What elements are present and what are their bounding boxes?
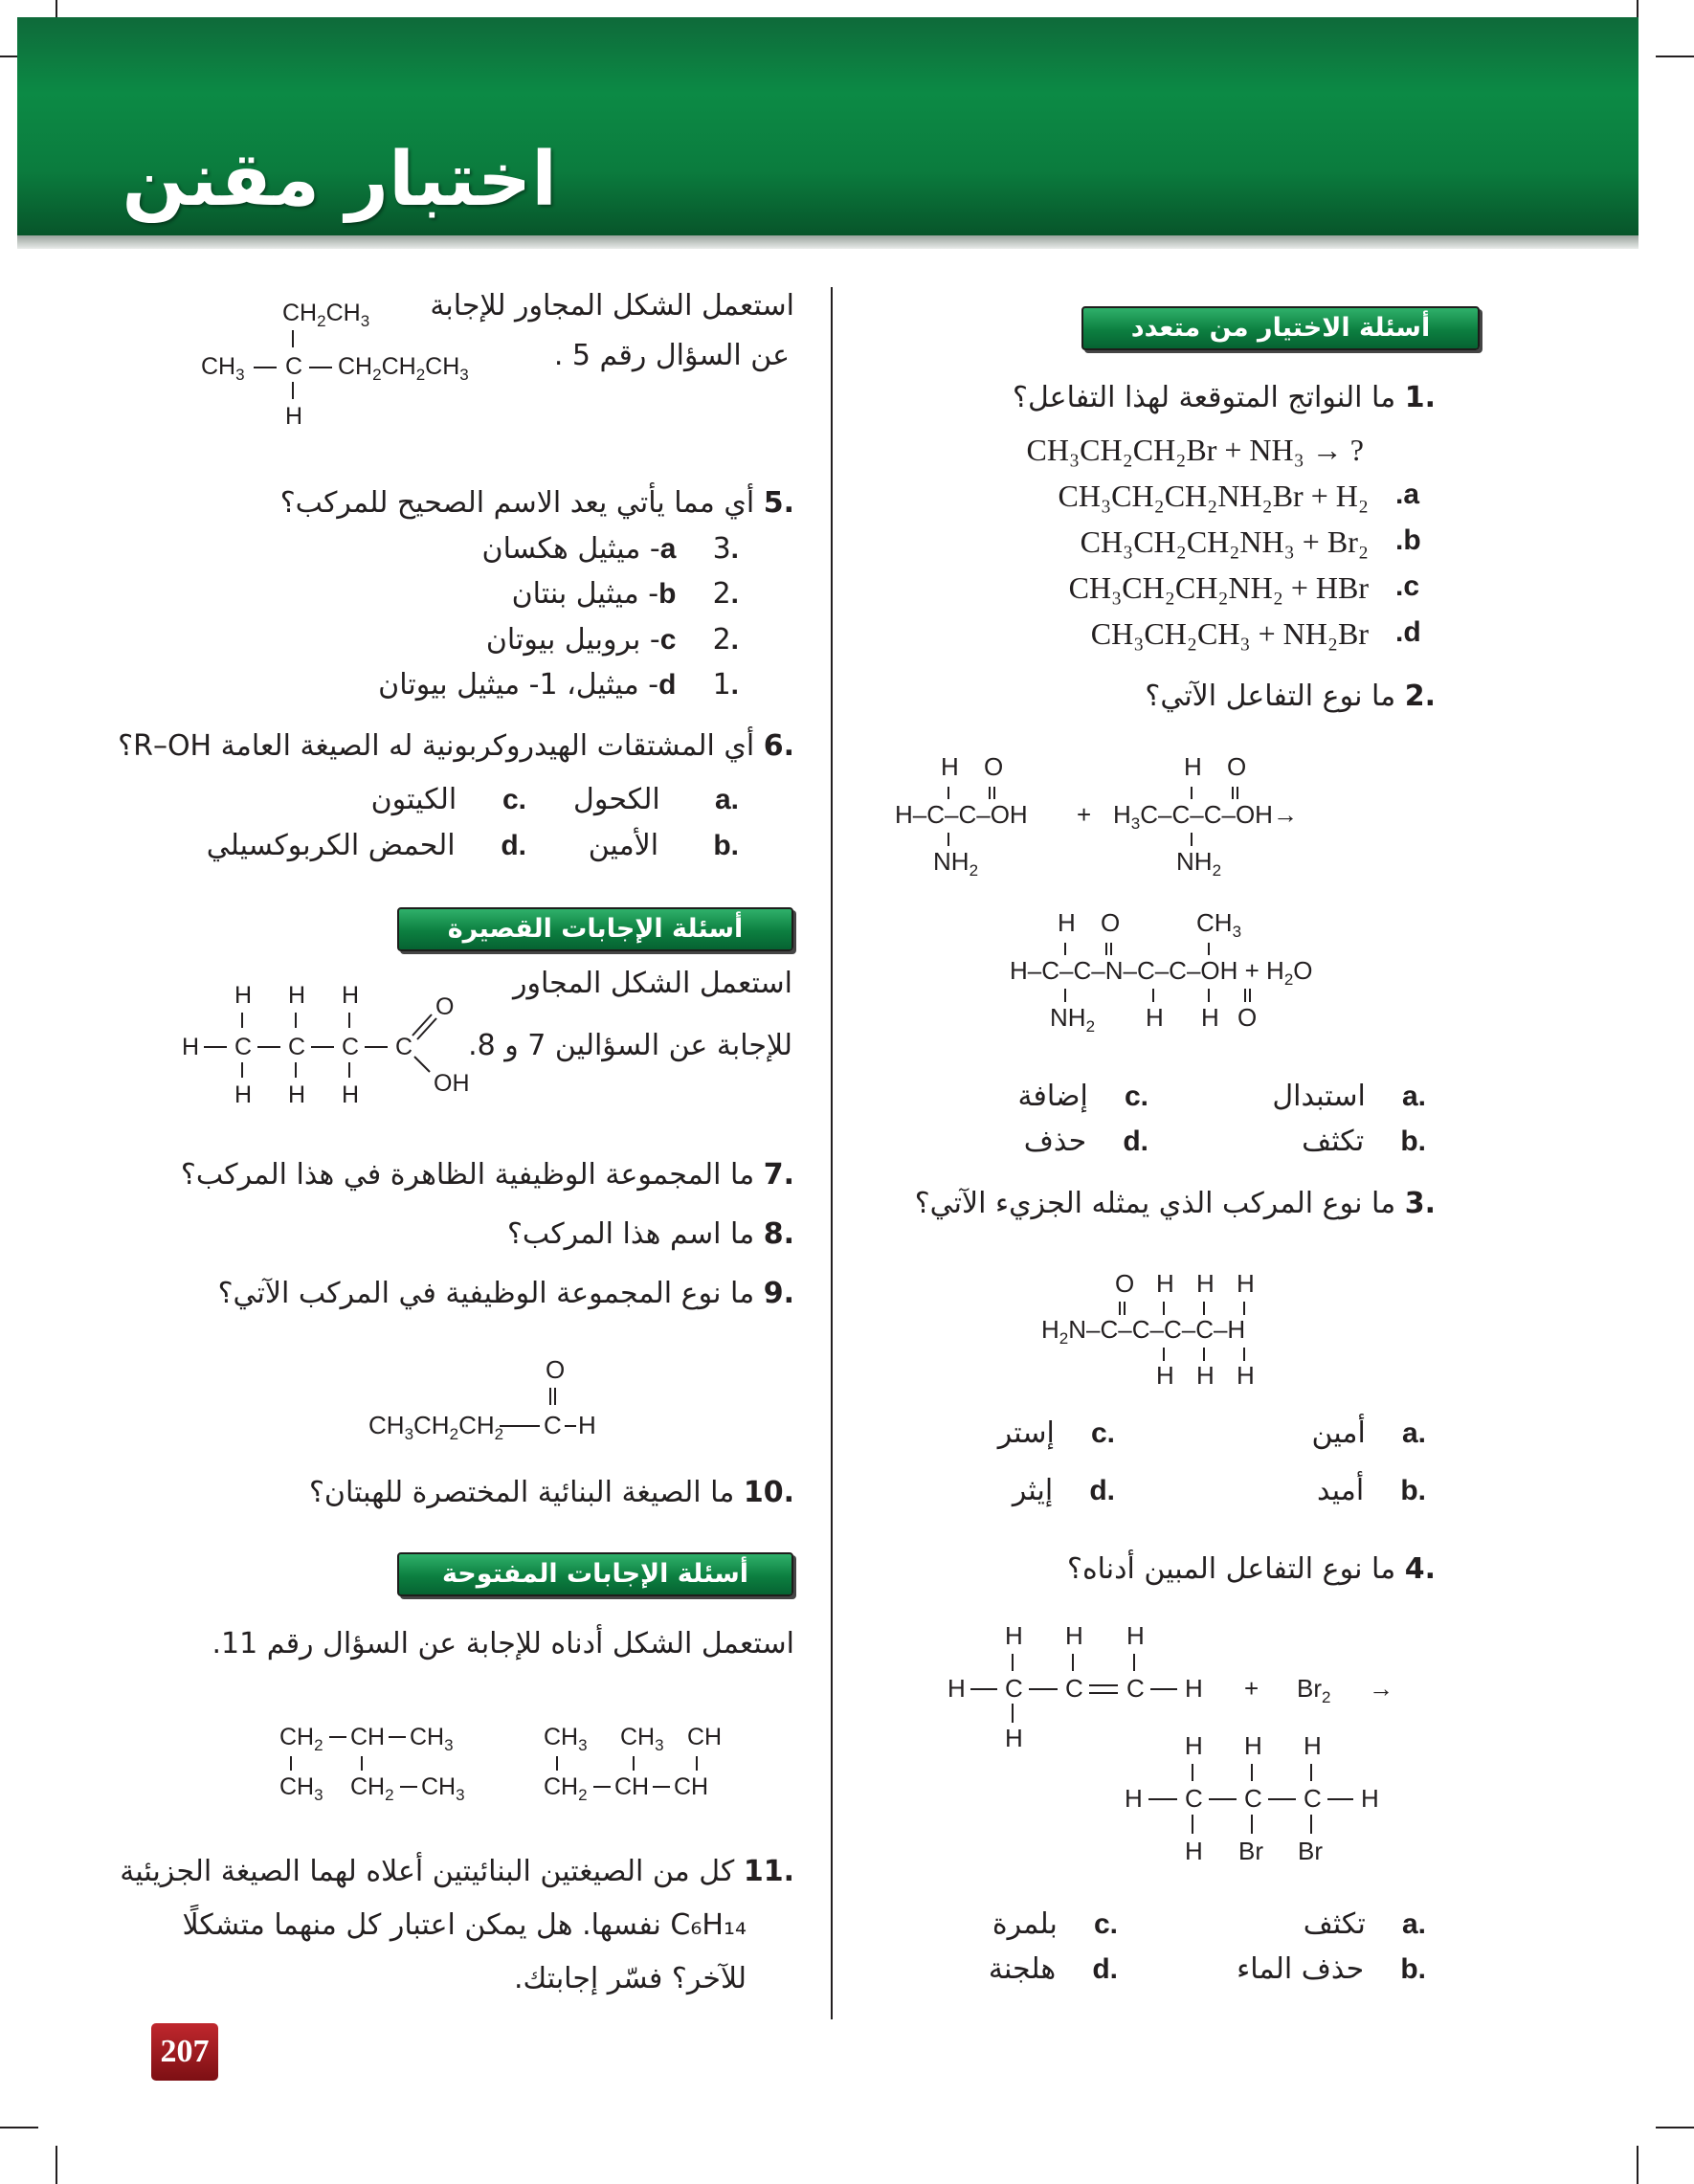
q4-option-c bbox=[992, 1907, 1118, 1941]
question-number: .9 bbox=[763, 1277, 794, 1310]
question-number: .8 bbox=[763, 1217, 794, 1251]
svg-text:C: C bbox=[544, 1411, 562, 1439]
svg-text:H: H bbox=[1125, 1784, 1143, 1813]
question-text: ما المجموعة الوظيفية الظاهرة في هذا المركب؟ bbox=[180, 1158, 755, 1192]
svg-text:C: C bbox=[285, 353, 303, 380]
question-text: ما النواتج المتوقعة لهذا التفاعل؟ bbox=[1013, 381, 1396, 414]
option-letter: .d bbox=[1089, 1475, 1115, 1506]
option-letter: .b bbox=[713, 830, 739, 861]
q3-option-b bbox=[1317, 1474, 1426, 1507]
q5-intro-line2: عن السؤال رقم 5 . bbox=[553, 339, 790, 372]
option-text: إيثر bbox=[1012, 1474, 1054, 1507]
section-header-mcq: أسئلة الاختيار من متعدد bbox=[1081, 306, 1480, 350]
svg-text:H: H bbox=[1126, 1621, 1145, 1650]
question-number: .7 bbox=[763, 1158, 794, 1192]
q1-option-a-text: CH₃CH₂CH₂NH₂Br + H₂ bbox=[1058, 479, 1369, 513]
q4-option-d bbox=[989, 1952, 1118, 1986]
svg-text:+: + bbox=[1077, 800, 1092, 829]
option-text: 1- ميثيل، 1- ميثيل بيوتان bbox=[378, 668, 731, 702]
option-text: بلمرة bbox=[992, 1907, 1058, 1941]
question-4 bbox=[1067, 1552, 1436, 1586]
svg-text:H: H bbox=[1005, 1724, 1023, 1752]
q9-aldehyde-diagram bbox=[364, 1351, 651, 1447]
svg-text:H: H bbox=[1196, 1361, 1215, 1388]
svg-text:H: H bbox=[285, 403, 303, 430]
q6-option-c bbox=[371, 783, 526, 816]
svg-text:C: C bbox=[395, 1034, 413, 1060]
svg-text:C: C bbox=[234, 1034, 253, 1060]
section-header-open: أسئلة الإجابات المفتوحة bbox=[397, 1552, 793, 1596]
q11-intro: استعمل الشكل أدناه للإجابة عن السؤال رقم 11. bbox=[212, 1627, 794, 1660]
option-text: 3- ميثيل هكسان bbox=[481, 532, 731, 566]
column-divider bbox=[831, 287, 833, 2019]
q3-option-a bbox=[1312, 1416, 1426, 1450]
crop-mark bbox=[1637, 2146, 1638, 2184]
q3-option-c bbox=[998, 1416, 1115, 1450]
q1-option-b-letter: .b bbox=[1395, 524, 1421, 556]
q1-option-c-text: CH₃CH₂CH₂NH₂ + HBr bbox=[1068, 570, 1369, 605]
svg-text:CH2: $CH_2$ bbox=[544, 1773, 588, 1804]
svg-text:CH2: $CH_2$ bbox=[279, 1724, 323, 1754]
question-text: كل من الصيغتين البنائيتين أعلاه لهما الصيغة الجزيئية bbox=[120, 1855, 735, 1888]
question-number: .4 bbox=[1404, 1552, 1436, 1586]
option-letter: .a bbox=[714, 784, 739, 815]
question-8 bbox=[507, 1217, 794, 1251]
option-text: 2- بروبيل بيوتان bbox=[485, 623, 731, 657]
option-text: 2- ميثيل بنتان bbox=[511, 577, 731, 611]
svg-text:CH: CH bbox=[614, 1773, 650, 1800]
svg-text:NH2: $NH_2$ bbox=[1050, 1003, 1096, 1036]
svg-text:CH3: $CH_3$ bbox=[279, 1773, 323, 1804]
question-2 bbox=[1145, 680, 1436, 713]
svg-text:CH2CH2CH3: $CH_2CH_2CH_3$ bbox=[338, 353, 469, 384]
option-text: حذف bbox=[1023, 1125, 1087, 1158]
q5-option-a bbox=[482, 532, 739, 566]
svg-text:H: H bbox=[1146, 1003, 1164, 1032]
question-3 bbox=[915, 1187, 1436, 1220]
svg-text:Br: Br bbox=[1238, 1837, 1263, 1865]
question-text: أي مما يأتي يعد الاسم الصحيح للمركب؟ bbox=[279, 486, 755, 520]
option-text: إضافة bbox=[1017, 1080, 1088, 1113]
svg-text:H: H bbox=[342, 1081, 360, 1108]
page-title: اختبار مقنن bbox=[122, 137, 557, 223]
question-text: ما نوع المركب الذي يمثله الجزيء الآتي؟ bbox=[914, 1187, 1396, 1220]
option-letter: .a bbox=[1401, 1908, 1426, 1940]
svg-text:CH3: $CH_3$ bbox=[201, 353, 245, 384]
option-letter: .b bbox=[1400, 1475, 1426, 1506]
svg-text:H: H bbox=[1244, 1731, 1262, 1760]
question-number: .5 bbox=[763, 486, 794, 520]
question-9 bbox=[218, 1277, 794, 1310]
option-letter: .c bbox=[502, 784, 526, 815]
q2-option-d bbox=[1024, 1125, 1148, 1158]
q1-reaction: CH₃CH₂CH₂Br + NH₃ → ? bbox=[1026, 433, 1364, 467]
option-text: الحمض الكربوكسيلي bbox=[206, 829, 456, 862]
q1-option-c-letter: .c bbox=[1395, 570, 1420, 602]
option-text: استبدال bbox=[1272, 1080, 1366, 1113]
option-text: حذف الماء bbox=[1237, 1952, 1365, 1986]
svg-text:H3C–C–C–OH→: $H_3C-C-C-OH\to$ bbox=[1113, 800, 1298, 833]
option-letter: .c bbox=[1124, 1081, 1148, 1112]
svg-text:C: C bbox=[1005, 1674, 1023, 1703]
option-letter: .d bbox=[658, 669, 739, 701]
option-letter: .a bbox=[1401, 1417, 1426, 1449]
question-number: .2 bbox=[1404, 680, 1436, 713]
q4-option-a bbox=[1304, 1907, 1426, 1941]
svg-text:H: H bbox=[234, 982, 253, 1009]
svg-text:H: H bbox=[342, 982, 360, 1009]
q78-structure-diagram bbox=[177, 976, 493, 1115]
svg-text:H: H bbox=[1185, 1731, 1203, 1760]
q2-option-b bbox=[1302, 1125, 1426, 1158]
q1-option-d-letter: .d bbox=[1395, 616, 1421, 648]
crop-mark bbox=[1656, 56, 1694, 57]
svg-text:H: H bbox=[1196, 1269, 1215, 1298]
svg-text:C: C bbox=[1244, 1784, 1262, 1813]
svg-text:H: H bbox=[1156, 1361, 1174, 1388]
option-letter: .d bbox=[1123, 1125, 1148, 1157]
question-number: .6 bbox=[763, 729, 794, 763]
svg-text:H–C–C–N–C–C–OH + H2O: $H-C-C-N-C-C-OH + H_2O$ bbox=[1010, 956, 1313, 989]
svg-text:CH3: $CH_3$ bbox=[421, 1773, 465, 1804]
svg-text:CH2CH3: $CH_2CH_3$ bbox=[282, 300, 370, 330]
svg-text:C: C bbox=[1126, 1674, 1145, 1703]
q2-option-c bbox=[1017, 1080, 1148, 1113]
question-text: ما نوع التفاعل الآتي؟ bbox=[1145, 680, 1396, 713]
crop-mark bbox=[0, 2127, 38, 2128]
q11-line3: للآخر؟ فسّر إجابتك. bbox=[513, 1962, 747, 1995]
svg-text:C: C bbox=[1304, 1784, 1322, 1813]
option-text: الأمين bbox=[588, 829, 659, 862]
option-letter: .b bbox=[658, 578, 739, 610]
svg-text:H: H bbox=[288, 982, 306, 1009]
svg-text:CH: CH bbox=[674, 1773, 709, 1800]
q1-option-d-text: CH₃CH₂CH₃ + NH₂Br bbox=[1090, 616, 1369, 651]
svg-text:C: C bbox=[342, 1034, 360, 1060]
q78-intro-line1: استعمل الشكل المجاور bbox=[513, 967, 792, 1000]
crop-mark bbox=[1656, 2127, 1694, 2128]
question-text: ما الصيغة البنائية المختصرة للهبتان؟ bbox=[309, 1476, 735, 1509]
option-text: تكثف bbox=[1302, 1125, 1365, 1158]
question-11 bbox=[120, 1855, 794, 1888]
q6-option-d bbox=[207, 829, 526, 862]
svg-text:H: H bbox=[1058, 908, 1076, 937]
svg-text:O: O bbox=[435, 993, 455, 1020]
svg-text:H: H bbox=[234, 1081, 253, 1108]
q6-option-b bbox=[589, 829, 739, 862]
svg-text:H: H bbox=[1201, 1003, 1219, 1032]
svg-text:O: O bbox=[546, 1355, 566, 1384]
page-number: 207 bbox=[151, 2023, 218, 2081]
option-text: إستر bbox=[997, 1416, 1055, 1450]
q5-option-c bbox=[486, 623, 739, 657]
question-number: .1 bbox=[1404, 381, 1436, 414]
question-6 bbox=[118, 729, 794, 763]
option-letter: .b bbox=[1400, 1953, 1426, 1985]
svg-text:O: O bbox=[1227, 752, 1247, 781]
q4-option-b bbox=[1237, 1952, 1426, 1986]
question-5 bbox=[280, 486, 794, 520]
question-7 bbox=[181, 1158, 794, 1192]
banner-shadow bbox=[17, 235, 1638, 249]
svg-text:O: O bbox=[1237, 1003, 1258, 1032]
q5-option-d bbox=[378, 668, 739, 702]
crop-mark bbox=[56, 2146, 57, 2184]
option-letter: .c bbox=[659, 624, 739, 656]
section-header-short: أسئلة الإجابات القصيرة bbox=[397, 907, 793, 951]
question-number: .11 bbox=[743, 1855, 794, 1888]
svg-text:CH3: $CH_3$ bbox=[544, 1724, 588, 1754]
svg-text:H: H bbox=[1065, 1621, 1083, 1650]
question-number: .10 bbox=[743, 1476, 794, 1509]
svg-text:H2N–C–C–C–C–H: $H_2N-C-C-C-C-H$ bbox=[1041, 1315, 1246, 1348]
option-letter: .b bbox=[1400, 1125, 1426, 1157]
q11-line2: C₆H₁₄ نفسها. هل يمكن اعتبار كل منهما متشكلًا bbox=[182, 1908, 747, 1942]
svg-text:CH: CH bbox=[687, 1724, 723, 1750]
svg-text:H: H bbox=[1185, 1674, 1203, 1703]
question-text: ما اسم هذا المركب؟ bbox=[506, 1217, 755, 1251]
q5-option-b bbox=[512, 577, 739, 611]
svg-text:NH2: $NH_2$ bbox=[933, 847, 979, 880]
svg-text:C: C bbox=[288, 1034, 306, 1060]
svg-text:H: H bbox=[288, 1081, 306, 1108]
svg-text:CH3: $CH_3$ bbox=[410, 1724, 454, 1754]
question-text: أي المشتقات الهيدروكربونية له الصيغة العامة R–OH؟ bbox=[118, 729, 755, 763]
svg-text:Br2: $Br_2$ bbox=[1297, 1674, 1331, 1706]
q3-option-d bbox=[1013, 1474, 1115, 1507]
option-text: الكحول bbox=[573, 783, 660, 816]
option-letter: .c bbox=[1093, 1908, 1118, 1940]
svg-text:Br: Br bbox=[1298, 1837, 1323, 1865]
option-letter: .d bbox=[1092, 1953, 1118, 1985]
question-text: ما نوع المجموعة الوظيفية في المركب الآتي؟ bbox=[217, 1277, 755, 1310]
q3-molecule-diagram bbox=[1034, 1263, 1321, 1388]
svg-text:H: H bbox=[941, 752, 959, 781]
question-1 bbox=[1013, 381, 1436, 414]
q4-reaction-diagram bbox=[938, 1616, 1436, 1874]
svg-text:C: C bbox=[1185, 1784, 1203, 1813]
svg-text:H: H bbox=[1185, 1837, 1203, 1865]
option-text: الكيتون bbox=[370, 783, 457, 816]
question-number: .3 bbox=[1404, 1187, 1436, 1220]
question-10 bbox=[309, 1476, 794, 1509]
svg-text:H: H bbox=[182, 1034, 200, 1060]
header-banner bbox=[17, 17, 1638, 235]
q2-reaction-diagram bbox=[885, 747, 1460, 1043]
svg-text:→: → bbox=[1369, 1674, 1393, 1703]
q78-intro-line2: للإجابة عن السؤالين 7 و 8. bbox=[468, 1029, 792, 1062]
option-letter: .c bbox=[1090, 1417, 1115, 1449]
q1-option-b-text: CH₃CH₂CH₂NH₃ + Br₂ bbox=[1080, 524, 1369, 559]
svg-text:H: H bbox=[1304, 1731, 1322, 1760]
option-text: هلجنة bbox=[988, 1952, 1057, 1986]
svg-text:CH3: $CH_3$ bbox=[620, 1724, 664, 1754]
q11-structures-diagram bbox=[278, 1713, 727, 1809]
svg-text:CH3CH2CH2: $CH_3CH_2CH_2$ bbox=[368, 1411, 504, 1443]
svg-text:O: O bbox=[1115, 1269, 1135, 1298]
svg-text:CH: CH bbox=[350, 1724, 386, 1750]
option-letter: .a bbox=[659, 533, 739, 565]
svg-text:CH3: $CH_3$ bbox=[1196, 908, 1242, 941]
svg-text:H: H bbox=[947, 1674, 966, 1703]
q1-option-a-letter: .a bbox=[1395, 479, 1420, 510]
option-letter: .d bbox=[501, 830, 526, 861]
svg-text:NH2: $NH_2$ bbox=[1176, 847, 1222, 880]
svg-text:H: H bbox=[578, 1411, 596, 1439]
question-text: ما نوع التفاعل المبين أدناه؟ bbox=[1067, 1552, 1396, 1586]
svg-text:H: H bbox=[1237, 1361, 1255, 1388]
svg-text:O: O bbox=[1101, 908, 1121, 937]
svg-text:+: + bbox=[1244, 1674, 1259, 1703]
svg-text:H: H bbox=[1005, 1621, 1023, 1650]
svg-text:OH: OH bbox=[434, 1070, 470, 1097]
q6-option-a bbox=[573, 783, 739, 816]
svg-text:O: O bbox=[984, 752, 1004, 781]
svg-text:H: H bbox=[1237, 1269, 1255, 1298]
q5-structure-diagram bbox=[196, 292, 483, 431]
svg-text:H: H bbox=[1361, 1784, 1379, 1813]
option-text: تكثف bbox=[1303, 1907, 1366, 1941]
option-text: أمين bbox=[1311, 1416, 1366, 1450]
svg-text:H: H bbox=[1156, 1269, 1174, 1298]
svg-text:C: C bbox=[1065, 1674, 1083, 1703]
q2-option-a bbox=[1272, 1080, 1426, 1113]
svg-text:H–C–C–OH: H–C–C–OH bbox=[895, 800, 1028, 829]
svg-text:CH2: $CH_2$ bbox=[350, 1773, 394, 1804]
option-letter: .a bbox=[1401, 1081, 1426, 1112]
svg-text:H: H bbox=[1184, 752, 1202, 781]
q5-intro-line1: استعمل الشكل المجاور للإجابة bbox=[430, 289, 794, 323]
option-text: أميد bbox=[1316, 1474, 1365, 1507]
